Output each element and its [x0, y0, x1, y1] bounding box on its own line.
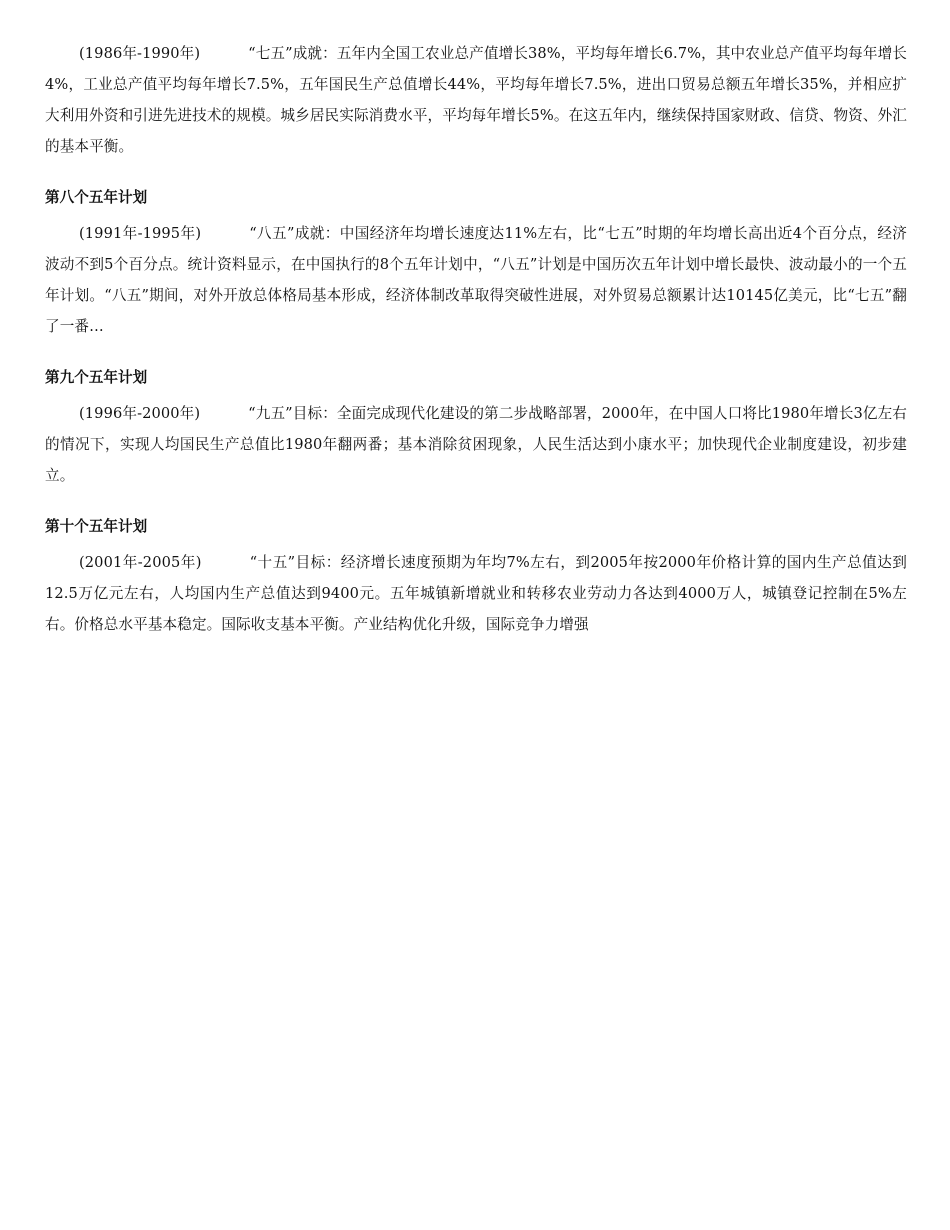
period-label: (1986年-1990年) [79, 45, 201, 62]
paragraph-text: “十五”目标：经济增长速度预期为年均7%左右，到2005年按2000年价格计算的国内生产总值达到12.5万亿元左右，人均国内生产总值达到9400元。五年城镇新增就业和转移农业劳动力各达到4000万人，城镇登记控制在5%左右。价格总水平基本稳定。国际收支基本平衡。产业结构优化升级，国际竞争力增强 [45, 554, 907, 633]
period-label: (1991年-1995年) [79, 225, 202, 242]
period-label: (2001年-2005年) [79, 554, 202, 571]
paragraph-text: “九五”目标：全面完成现代化建设的第二步战略部署，2000年，在中国人口将比1980年增长3亿左右的情况下，实现人均国民生产总值比1980年翻两番；基本消除贫困现象，人民生活达到小康水平；加快现代企业制度建设，初步建立。 [45, 405, 907, 484]
section-heading-eighth-plan: 第八个五年计划 [45, 189, 148, 206]
section-heading-tenth-plan: 第十个五年计划 [45, 518, 148, 535]
paragraph-ninth-plan [45, 398, 907, 491]
paragraph-text: “七五”成就：五年内全国工农业总产值增长38%，平均每年增长6.7%，其中农业总产值平均每年增长4%，工业总产值平均每年增长7.5%，五年国民生产总值增长44%，平均每年增长7.5%，进出口贸易总额五年增长35%，并相应扩大利用外资和引进先进技术的规模。城乡居民实际消费水平，平均每年增长5%。在这五年内，继续保持国家财政、信贷、物资、外汇的基本平衡。 [45, 45, 907, 155]
paragraph-seventh-plan [45, 38, 907, 162]
paragraph-eighth-plan [45, 218, 907, 342]
period-label: (1996年-2000年) [79, 405, 201, 422]
section-heading-ninth-plan: 第九个五年计划 [45, 369, 148, 386]
document-page [45, 38, 907, 640]
paragraph-text: “八五”成就：中国经济年均增长速度达11%左右，比“七五”时期的年均增长高出近4个百分点，经济波动不到5个百分点。统计资料显示，在中国执行的8个五年计划中，“八五”计划是中国历次五年计划中增长最快、波动最小的一个五年计划。“八五”期间，对外开放总体格局基本形成，经济体制改革取得突破性进展，对外贸易总额累计达10145亿美元，比“七五”翻了一番… [45, 225, 907, 335]
paragraph-tenth-plan [45, 547, 907, 640]
